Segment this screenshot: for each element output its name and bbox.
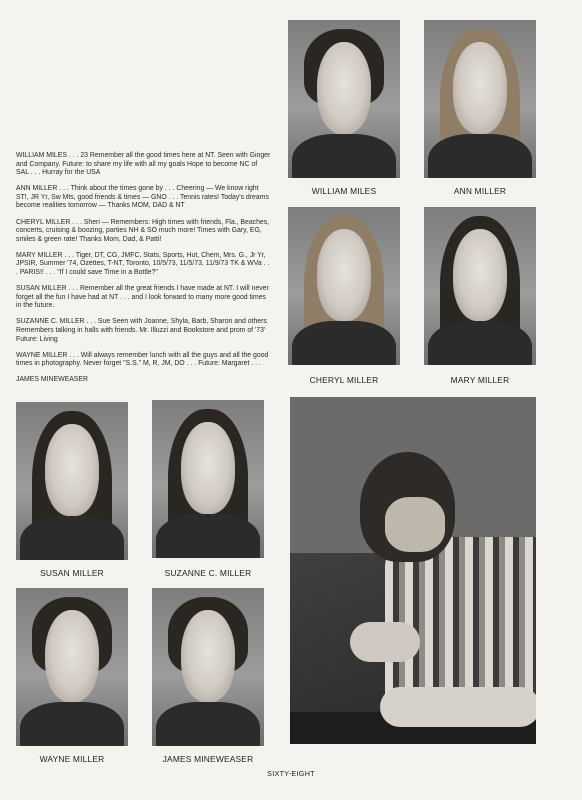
bio-wayne-miller: WAYNE MILLER . . . Will always remember lunch with all the guys and all the good times in photography. Never forget "S.S." M, R, JM, DO . . . Future: Margaret . . . — [16, 351, 269, 368]
portrait-ann-miller — [424, 20, 536, 178]
bio-james-mineweaser: JAMES MINEWEASER — [16, 376, 88, 384]
bio-mary-miller: MARY MILLER . . . Tiger, DT, CG, JMFC, Stats, Sports, Hut, Chem, Mrs. G., Jr Yr, JPSIR, Summer '74, Ozettes, T-NT, Toronto, 10/5/73, 11/5/73, 11/9/73 TK & WVa . . . PARIS!! . . . "If I could save Time in a Bottle?" — [16, 251, 270, 277]
portrait-william-miles — [288, 20, 400, 178]
bios-text-block — [16, 152, 271, 392]
portrait-suzanne-miller — [152, 400, 264, 558]
caption-mary-miller: MARY MILLER — [450, 375, 510, 385]
caption-william-miles: WILLIAM MILES — [311, 186, 377, 196]
bio-suzanne-miller: SUZANNE C. MILLER . . . Sue Seen with Joanne, Shyla, Barb, Sharon and others Remembers talking in halls with friends. Mr. Illuzzi and Bookstore and prom of '73' Future: Living — [16, 318, 267, 343]
caption-ann-miller: ANN MILLER — [453, 186, 507, 196]
portrait-cheryl-miller — [288, 207, 400, 365]
bio-susan-miller: SUSAN MILLER . . . Remember all the great friends I have made at NT. I will never forget all the fun I have had at NT . . . and I look forward to many more good times in the future. — [16, 285, 269, 310]
portrait-james-mineweaser — [152, 588, 264, 746]
portrait-mary-miller — [424, 207, 536, 365]
caption-susan-miller: SUSAN MILLER — [40, 568, 104, 578]
caption-wayne-miller: WAYNE MILLER — [39, 754, 105, 764]
bio-william-miles: WILLIAM MILES . . . 23 Remember all the good times here at NT. Seen with Ginger and Company. Future: to share my life with all my goals Hope to become NC of SAL . . . Hurray for the USA — [16, 152, 271, 177]
page-number: SIXTY-EIGHT — [267, 769, 315, 778]
candid-photo-student-hammering — [290, 397, 536, 744]
portrait-wayne-miller — [16, 588, 128, 746]
bio-cheryl-miller: CHERYL MILLER . . . Sheri — Remembers: High times with friends, Fla., Beaches, concerts, cruising & boozing, parties NH & SO much more! Times with Gary, EG, smiles & green rate! Thanks Mom, Dad, & Patti! — [16, 218, 270, 243]
bio-ann-miller: ANN MILLER . . . Think about the times gone by . . . Cheering — We know right ST!, JR Yr, Sw Mts, good friends & times — GNO . . . Tennis rates! Today's dreams become realities tomorrow — Thanks MOM, DAD & NT — [16, 185, 269, 210]
caption-james-mineweaser: JAMES MINEWEASER — [162, 754, 254, 764]
caption-suzanne-miller: SUZANNE C. MILLER — [164, 568, 252, 578]
caption-cheryl-miller: CHERYL MILLER — [309, 375, 379, 385]
portrait-susan-miller — [16, 402, 128, 560]
